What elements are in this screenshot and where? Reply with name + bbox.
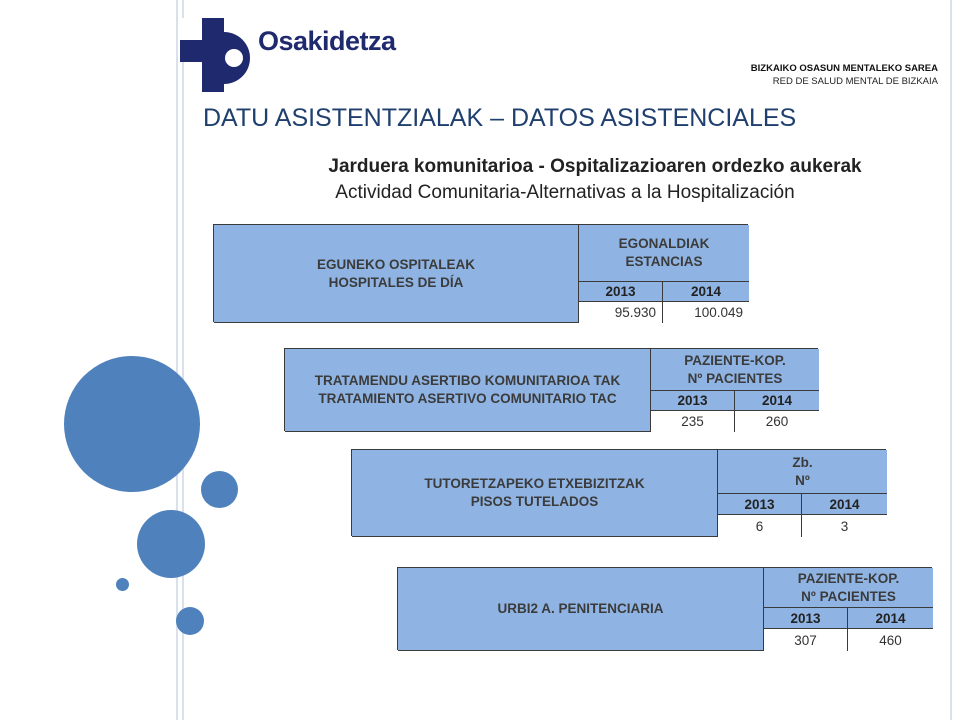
metric-label-es: Nº bbox=[795, 472, 810, 488]
subtitle-spanish: Actividad Comunitaria-Alternativas a la Hospitalización bbox=[335, 182, 795, 203]
metric-label-eu: PAZIENTE-KOP. bbox=[684, 352, 786, 368]
metric-label-es: Nº PACIENTES bbox=[687, 370, 783, 386]
network-name-eu: BIZKAIKO OSASUN MENTALEKO SAREA bbox=[750, 63, 938, 74]
table-name-cell bbox=[352, 450, 718, 537]
table-name-eu: TUTORETZAPEKO ETXEBIZITZAK bbox=[424, 476, 645, 491]
metric-label-eu: PAZIENTE-KOP. bbox=[797, 570, 900, 586]
table-name-cell bbox=[214, 225, 579, 323]
table-name-eu: URBI2 A. PENITENCIARIA bbox=[497, 601, 664, 616]
year-header: 2014 bbox=[663, 282, 749, 302]
value-cell: 307 bbox=[764, 629, 848, 651]
decorative-circle bbox=[137, 510, 205, 578]
year-header: 2013 bbox=[764, 608, 848, 629]
metric-label-eu: Zb. bbox=[792, 454, 813, 470]
logo-text: Osakidetza bbox=[258, 26, 396, 56]
table-tac bbox=[284, 348, 818, 431]
decorative-circle bbox=[64, 356, 200, 492]
value-cell: 100.049 bbox=[663, 302, 749, 323]
subtitle-basque: Jarduera komunitarioa - Ospitalizazioaren ordezko aukerak bbox=[328, 156, 862, 177]
table-hospitales-de-dia bbox=[213, 224, 748, 322]
table-name-cell bbox=[398, 568, 764, 651]
metric-header bbox=[718, 450, 887, 494]
table-name-cell bbox=[285, 349, 651, 432]
decorative-circle bbox=[116, 578, 129, 591]
year-header: 2013 bbox=[651, 391, 735, 411]
metric-label-es: Nº PACIENTES bbox=[801, 588, 896, 604]
year-header: 2014 bbox=[802, 494, 887, 515]
page-title: DATU ASISTENTZIALAK – DATOS ASISTENCIALES bbox=[203, 104, 797, 132]
metric-header bbox=[579, 225, 749, 282]
decorative-circle bbox=[176, 607, 204, 635]
table-name-es: HOSPITALES DE DÍA bbox=[328, 274, 464, 290]
table-name-es: TRATAMIENTO ASERTIVO COMUNITARIO TAC bbox=[318, 391, 617, 406]
year-header: 2013 bbox=[579, 282, 663, 302]
table-name-eu: TRATAMENDU ASERTIBO KOMUNITARIOA TAK bbox=[314, 373, 621, 388]
table-urbi2 bbox=[397, 567, 932, 650]
value-cell: 235 bbox=[651, 411, 735, 432]
year-header: 2013 bbox=[718, 494, 802, 515]
value-cell: 460 bbox=[848, 629, 933, 651]
network-name bbox=[751, 62, 938, 88]
year-header: 2014 bbox=[848, 608, 933, 629]
osakidetza-logo-icon bbox=[180, 18, 250, 101]
metric-header bbox=[651, 349, 819, 391]
value-cell: 6 bbox=[718, 515, 802, 537]
year-header: 2014 bbox=[735, 391, 819, 411]
value-cell: 95.930 bbox=[579, 302, 663, 323]
network-name-es: RED DE SALUD MENTAL DE BIZKAIA bbox=[772, 76, 938, 87]
table-name-es: PISOS TUTELADOS bbox=[470, 494, 599, 509]
metric-label-es: ESTANCIAS bbox=[625, 254, 703, 269]
value-cell: 3 bbox=[802, 515, 887, 537]
decorative-line bbox=[950, 0, 952, 720]
decorative-circle bbox=[201, 471, 238, 508]
metric-label-eu: EGONALDIAK bbox=[618, 236, 710, 251]
table-pisos-tutelados bbox=[351, 449, 886, 536]
value-cell: 260 bbox=[735, 411, 819, 432]
table-name-eu: EGUNEKO OSPITALEAK bbox=[316, 256, 475, 272]
metric-header bbox=[764, 568, 933, 608]
